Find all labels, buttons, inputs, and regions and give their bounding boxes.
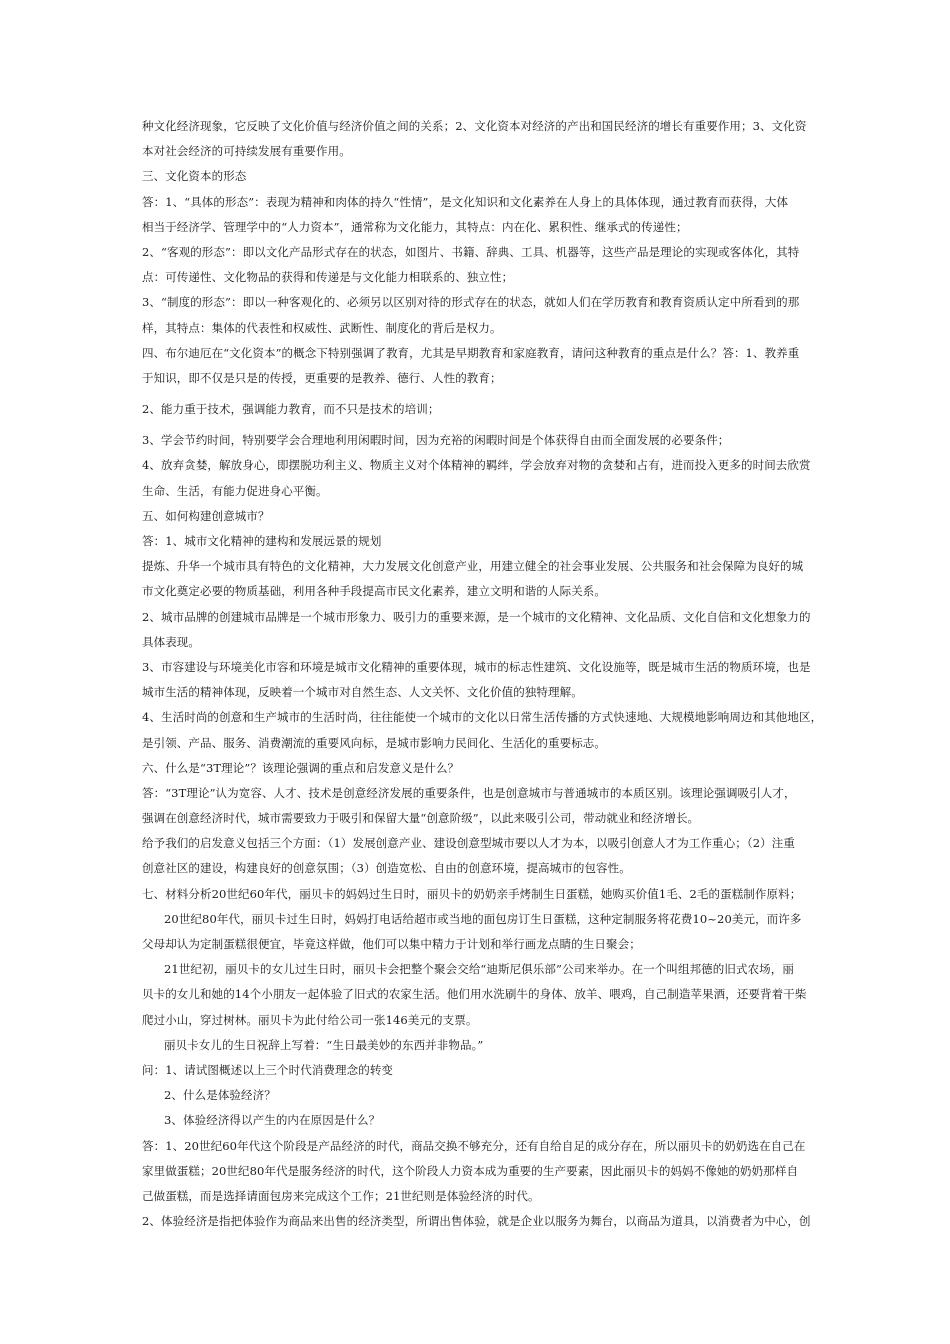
text-line: 4、放弃贪婪，解放身心，即摆脱功利主义、物质主义对个体精神的羁绊，学会放弃对物的贪婪和占有，进而投入更多的时间去欣赏 — [142, 458, 811, 473]
text-line: 己做蛋糕，而是选择请面包房来完成这个工作；21世纪则是体验经济的时代。 — [142, 1188, 540, 1203]
section-heading: 七、材料分析20世纪60年代，丽贝卡的妈妈过生日时，丽贝卡的奶奶亲手烤制生日蛋糕，她购买价值1毛、2毛的蛋糕制作原料； — [142, 886, 802, 901]
text-line: 贝卡的女儿和她的14个小朋友一起体验了旧式的农家生活。他们用水洗刷牛的身体、放羊、喂鸡，自己制造苹果酒，还要背着干柴 — [142, 987, 807, 1002]
text-line: 2、体验经济是指把体验作为商品来出售的经济类型，所谓出售体验，就是企业以服务为舞台，以商品为道具，以消费者为中心，创 — [142, 1214, 811, 1229]
section-heading: 三、文化资本的形态 — [142, 169, 247, 184]
text-line: 20世纪80年代，丽贝卡过生日时，妈妈打电话给超市或当地的面包房订生日蛋糕，这种定制服务将花费10~20美元，而许多 — [164, 911, 802, 926]
document-body — [142, 114, 823, 1234]
text-line: 丽贝卡女儿的生日祝辞上写着：“生日最美妙的东西并非物品。” — [164, 1037, 484, 1052]
text-line: 城市生活的精神体现，反映着一个城市对自然生态、人文关怀、文化价值的独特理解。 — [142, 685, 583, 700]
section-heading: 六、什么是“3T理论”？该理论强调的重点和启发意义是什么？ — [142, 760, 460, 775]
text-line: 答：1、20世纪60年代这个阶段是产品经济的时代，商品交换不够充分，还有自给自足的成分存在，所以丽贝卡的奶奶选在自己在 — [142, 1138, 806, 1153]
text-line: 答：“3T理论”认为宽容、人才、技术是创意经济发展的重要条件，也是创意城市与普通城市的本质区别。该理论强调吸引人才， — [142, 785, 796, 800]
section-heading: 四、布尔迪厄在“文化资本”的概念下特别强调了教育，尤其是早期教育和家庭教育，请问这种教育的重点是什么？答：1、教养重 — [142, 345, 800, 360]
text-line: 给予我们的启发意义包括三个方面：（1）发展创意产业、建设创意型城市要以人才为本，以吸引创意人才为工作重心；（2）注重 — [142, 836, 795, 851]
question-line: 2、什么是体验经济？ — [164, 1088, 276, 1103]
question-line: 问：1、请试图概述以上三个时代消费理念的转变 — [142, 1062, 394, 1077]
text-line: 相当于经济学、管理学中的“人力资本”，通常称为文化能力，其特点：内在化、累积性、继承式的传递性； — [142, 219, 688, 234]
text-line: 种文化经济现象，它反映了文化价值与经济价值之间的关系；2、文化资本对经济的产出和国民经济的增长有重要作用；3、文化资 — [142, 119, 807, 133]
text-line: 强调在创意经济时代，城市需要致力于吸引和保留大量“创意阶级”，以此来吸引公司，带动就业和经济增长。 — [142, 811, 700, 826]
text-line: 3、市容建设与环境美化市容和环境是城市文化精神的重要体现，城市的标志性建筑、文化设施等，既是城市生活的物质环境，也是 — [142, 659, 811, 674]
text-line: 4、生活时尚的创意和生产城市的生活时尚，往往能使一个城市的文化以日常生活传播的方式快速地、大规模地影响周边和其他地区， — [142, 710, 823, 725]
text-line: 答：1、“具体的形态”：表现为精神和肉体的持久“性情”，是文化知识和文化素养在人身上的具体体现，通过教育而获得，大体 — [142, 194, 789, 209]
text-line: 生命、生活，有能力促进身心平衡。 — [142, 483, 328, 498]
text-line: 3、“制度的形态”：即以一种客观化的、必须另以区别对待的形式存在的状态，就如人们在学历教育和教育资质认定中所看到的那 — [142, 295, 800, 310]
text-line: 父母却认为定制蛋糕很便宜，毕竟这样做，他们可以集中精力于计划和举行画龙点睛的生日聚会； — [142, 937, 641, 951]
text-line: 具体表现。 — [142, 634, 200, 649]
text-line: 市文化奠定必要的物质基础，利用各种手段提高市民文化素养，建立文明和谐的人际关系。 — [142, 584, 606, 599]
text-line: 21世纪初，丽贝卡的女儿过生日时，丽贝卡会把整个聚会交给“迪斯尼俱乐部”公司来举办。在一个叫组邦德的旧式农场，丽 — [164, 962, 794, 977]
text-line: 3、学会节约时间，特别要学会合理地利用闲暇时间，因为充裕的闲暇时间是个体获得自由而全面发展的必要条件； — [142, 433, 730, 448]
text-line: 2、能力重于技术，强调能力教育，而不只是技术的培训； — [142, 402, 440, 417]
text-line: 创意社区的建设，构建良好的创意氛围；（3）创造宽松、自由的创意环境，提高城市的包容性。 — [142, 861, 631, 876]
text-line: 答：1、城市文化精神的建构和发展远景的规划 — [142, 534, 382, 548]
text-line: 2、“客观的形态”：即以文化产品形式存在的状态，如图片、书籍、辞典、工具、机器等，这些产品是理论的实现或客体化，其特 — [142, 244, 800, 259]
text-line: 家里做蛋糕；20世纪80年代是服务经济的时代，这个阶段人力资本成为重要的生产要素，因此丽贝卡的妈妈不像她的奶奶那样自 — [142, 1163, 799, 1178]
question-line: 3、体验经济得以产生的内在原因是什么？ — [164, 1113, 381, 1128]
text-line: 点：可传递性、文化物品的获得和传递是与文化能力相联系的、独立性； — [142, 270, 514, 285]
text-line: 提炼、升华一个城市具有特色的文化精神，大力发展文化创意产业，用建立健全的社会事业发展、公共服务和社会保障为良好的城 — [142, 559, 804, 574]
text-line: 爬过小山，穿过树林。丽贝卡为此付给公司一张146美元的支票。 — [142, 1012, 478, 1027]
text-line: 于知识，即不仅是只是的传授，更重要的是教养、德行、人性的教育； — [142, 370, 502, 385]
section-heading: 五、如何构建创意城市？ — [142, 508, 270, 523]
text-line: 本对社会经济的可持续发展有重要作用。 — [142, 144, 351, 159]
text-line: 样，其特点：集体的代表性和权威性、武断性、制度化的背后是权力。 — [142, 320, 502, 335]
text-line: 2、城市品牌的创建城市品牌是一个城市形象力、吸引力的重要来源，是一个城市的文化精神、文化品质、文化自信和文化想象力的 — [142, 609, 811, 624]
text-line: 是引领、产品、服务、消费潮流的重要风向标，是城市影响力民间化、生活化的重要标志。 — [142, 735, 606, 750]
